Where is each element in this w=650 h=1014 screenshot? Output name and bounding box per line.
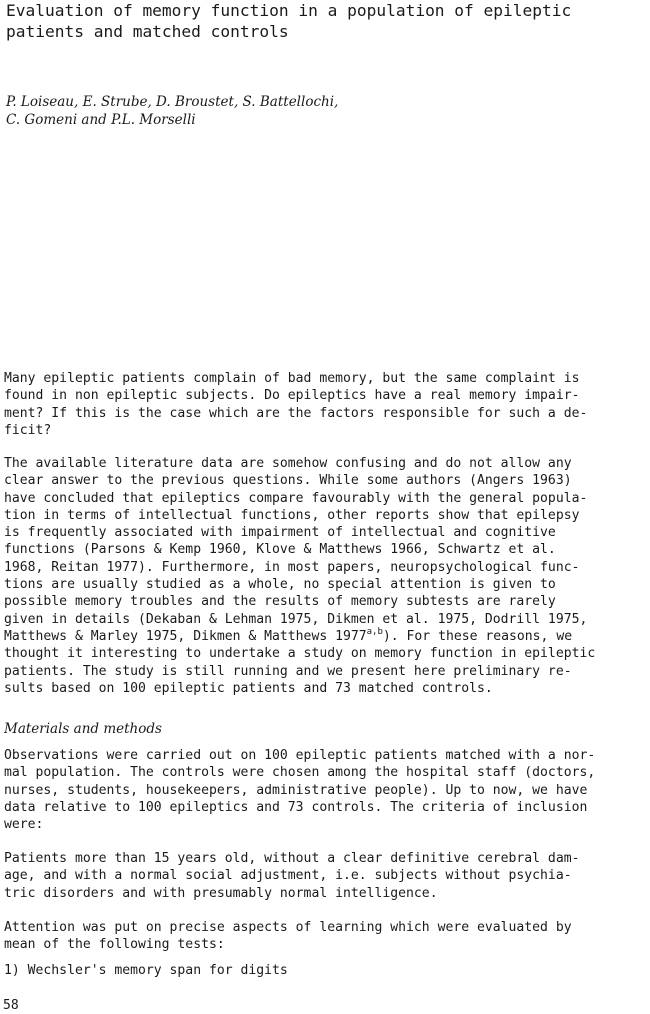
text-line: tric disorders and with presumably normal intelligence. [4, 885, 438, 901]
text-line: patients. The study is still running and we present here preliminary re- [4, 663, 572, 679]
text-line: clear answer to the previous questions. While some authors (Angers 1963) [4, 473, 572, 489]
text-line: given in details (Dekaban & Lehman 1975, Dikmen et al. 1975, Dodrill 1975, [4, 611, 588, 627]
text-line: Observations were carried out on 100 epileptic patients matched with a nor- [4, 748, 596, 763]
text-line: The available literature data are somehow confusing and do not allow any [4, 456, 572, 471]
text-line: is frequently associated with impairment of intellectual and cognitive [4, 525, 556, 541]
text-line: mean of the following tests: [4, 937, 225, 953]
text-line: Patients more than 15 years old, without a clear definitive cerebral dam- [4, 851, 580, 866]
list-item: 1) Wechsler's memory span for digits [4, 963, 288, 978]
text-line: 1968, Reitan 1977). Furthermore, in most papers, neuropsychological func- [4, 559, 580, 575]
author-line: P. Loiseau, E. Strube, D. Broustet, S. Battellochi, [6, 94, 339, 110]
title-line: Evaluation of memory function in a population of epileptic [6, 1, 572, 20]
text-line: mal population. The controls were chosen among the hospital staff (doctors, [4, 765, 596, 781]
text-line: sults based on 100 epileptic patients and 73 matched controls. [4, 680, 493, 696]
author-line: C. Gomeni and P.L. Morselli [6, 112, 196, 128]
criteria-paragraph [4, 850, 579, 902]
author-list [6, 93, 338, 129]
text-line: functions (Parsons & Kemp 1960, Klove & Matthews 1966, Schwartz et al. [4, 542, 556, 558]
text-line: Attention was put on precise aspects of learning which were evaluated by [4, 920, 572, 935]
page-number: 58 [3, 998, 19, 1013]
text-line: nurses, students, housekeepers, administrative people). Up to now, we have [4, 782, 588, 798]
citation-superscript: a,b [366, 626, 383, 637]
text-line: data relative to 100 epileptics and 73 controls. The criteria of inclusion [4, 799, 588, 815]
methods-paragraph [4, 747, 595, 833]
text-line: found in non epileptic subjects. Do epileptics have a real memory impair- [4, 388, 580, 404]
title-line: patients and matched controls [6, 22, 289, 41]
citation-text: Matthews & Marley 1975, Dikmen & Matthews 1977 [4, 628, 367, 644]
tests-paragraph [4, 919, 572, 954]
text-line: tion in terms of intellectual functions, other reports show that epilepsy [4, 507, 580, 523]
paper-title [6, 0, 571, 42]
text-line: ment? If this is the case which are the factors responsible for such a de- [4, 405, 588, 421]
text-fragment: ). For these reasons, we [382, 628, 573, 644]
text-line: age, and with a normal social adjustment, i.e. subjects without psychia- [4, 868, 572, 884]
text-line: ficit? [4, 422, 52, 438]
text-line: thought it interesting to undertake a study on memory function in epileptic [4, 646, 596, 662]
literature-paragraph [4, 455, 595, 697]
intro-paragraph [4, 370, 587, 439]
text-line: possible memory troubles and the results of memory subtests are rarely [4, 594, 556, 610]
text-line: have concluded that epileptics compare favourably with the general popula- [4, 490, 588, 506]
text-line-with-superscript [4, 628, 595, 645]
test-list [4, 962, 288, 979]
text-line: Many epileptic patients complain of bad memory, but the same complaint is [4, 371, 580, 386]
text-line: were: [4, 817, 44, 833]
text-line: tions are usually studied as a whole, no special attention is given to [4, 577, 556, 593]
section-heading-methods: Materials and methods [4, 721, 162, 737]
